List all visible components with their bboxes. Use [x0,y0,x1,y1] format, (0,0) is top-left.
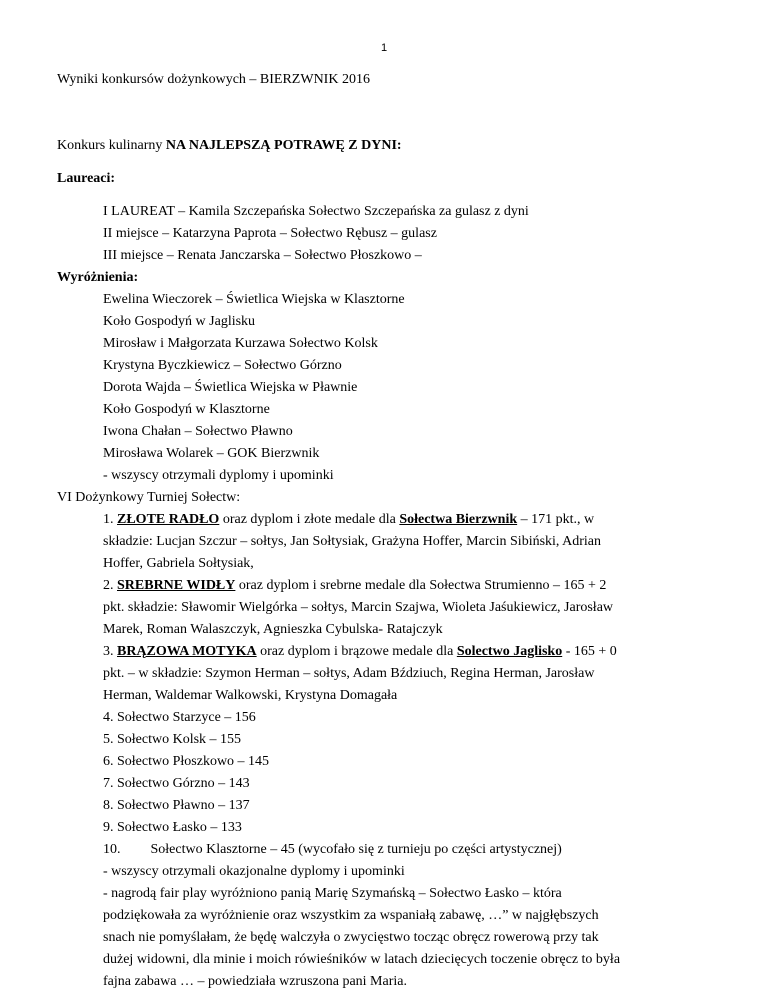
place-1-line2: składzie: Lucjan Szczur – sołtys, Jan Sołtysiak, Grażyna Hoffer, Marcin Sibiński, Adrian [103,534,602,549]
place-3-number: 3. [103,644,117,659]
ranking-item: 4. Sołectwo Starzyce – 156 [103,710,256,725]
contest-heading [57,135,402,157]
wyroznienie-item: Koło Gospodyń w Jaglisku [103,314,256,329]
place-2-award: SREBRNE WIDŁY [117,578,236,593]
closing-line: - nagrodą fair play wyróżniono panią Marię Szymańską – Sołectwo Łasko – która [103,886,562,901]
place-2-line1 [103,575,606,597]
place-1-tail: – 171 pkt., w [517,512,595,527]
place-2-tail: oraz dyplom i srebrne medale dla Sołectwa Strumienno – 165 + 2 [235,578,607,593]
closing-line: podziękowała za wyróżnienie oraz wszystkim za wspaniałą zabawę, …” w najgłębszych [103,908,599,923]
place-1-mid: oraz dyplom i złote medale dla [219,512,400,527]
place-2-line2: pkt. składzie: Sławomir Wielgórka – sołtys, Marcin Szajwa, Wioleta Jaśukiewicz, Jarosław [103,600,614,615]
ranking-item: 8. Sołectwo Pławno – 137 [103,798,250,813]
place-1-team: Sołectwa Bierzwnik [399,512,518,527]
place-1-line1 [103,509,594,531]
wyroznienie-item: Koło Gospodyń w Klasztorne [103,402,270,417]
wyroznienia-heading: Wyróżnienia: [57,270,139,285]
place-3-line2: pkt. – w składzie: Szymon Herman – sołtys, Adam Bździuch, Regina Herman, Jarosław [103,666,595,681]
place-1-award: ZŁOTE RADŁO [117,512,220,527]
place-3-award: BRĄZOWA MOTYKA [117,644,257,659]
place-2-number: 2. [103,578,117,593]
laureat-1: I LAUREAT – Kamila Szczepańska Sołectwo Szczepańska za gulasz z dyni [103,204,529,219]
ranking-item-10 [103,839,562,861]
ranking-item: 6. Sołectwo Płoszkowo – 145 [103,754,270,769]
place-3-tail: - 165 + 0 [562,644,617,659]
turniej-heading: VI Dożynkowy Turniej Sołectw: [57,490,241,505]
page-number: 1 [380,42,388,54]
wyroznienie-item: Ewelina Wieczorek – Świetlica Wiejska w Klasztorne [103,292,405,307]
ranking-item: 9. Sołectwo Łasko – 133 [103,820,242,835]
document-title: Wyniki konkursów dożynkowych – BIERZWNIK 2016 [57,72,370,87]
laureat-2: II miejsce – Katarzyna Paprota – Sołectwo Rębusz – gulasz [103,226,437,241]
wyroznienie-item: Krystyna Byczkiewicz – Sołectwo Górzno [103,358,342,373]
ranking-item: 5. Sołectwo Kolsk – 155 [103,732,242,747]
wyroznienia-note: - wszyscy otrzymali dyplomy i upominki [103,468,334,483]
place-1-number: 1. [103,512,117,527]
ranking-10-number: 10. [103,842,121,857]
contest-name: NA NAJLEPSZĄ POTRAWĘ Z DYNI: [165,138,402,153]
place-2-line3: Marek, Roman Walaszczyk, Agnieszka Cybulska- Ratajczyk [103,622,443,637]
place-3-team: Solectwo Jaglisko [456,644,563,659]
place-1-line3: Hoffer, Gabriela Sołtysiak, [103,556,254,571]
closing-line: - wszyscy otrzymali okazjonalne dyplomy i upominki [103,864,405,879]
closing-line: snach nie pomyślałam, że będę walczyła o zwycięstwo tocząc obręcz rowerową przy tak [103,930,599,945]
wyroznienie-item: Mirosława Wolarek – GOK Bierzwnik [103,446,320,461]
contest-prefix: Konkurs kulinarny [57,138,166,153]
closing-line: dużej widowni, dla minie i moich rówieśników w latach dziecięcych toczenie obręcz to była [103,952,621,967]
wyroznienie-item: Mirosław i Małgorzata Kurzawa Sołectwo Kolsk [103,336,378,351]
wyroznienie-item: Dorota Wajda – Świetlica Wiejska w Pławnie [103,380,358,395]
laureaci-heading: Laureaci: [57,171,116,186]
closing-line: fajna zabawa … – powiedziała wzruszona pani Maria. [103,974,407,989]
laureat-3: III miejsce – Renata Janczarska – Sołectwo Płoszkowo – [103,248,422,263]
place-3-mid: oraz dyplom i brązowe medale dla [256,644,457,659]
ranking-item: 7. Sołectwo Górzno – 143 [103,776,250,791]
ranking-10-text: Sołectwo Klasztorne – 45 (wycofało się z turnieju po części artystycznej) [150,842,562,857]
wyroznienie-item: Iwona Chałan – Sołectwo Pławno [103,424,293,439]
place-3-line1 [103,641,617,663]
place-3-line3: Herman, Waldemar Walkowski, Krystyna Domagała [103,688,398,703]
